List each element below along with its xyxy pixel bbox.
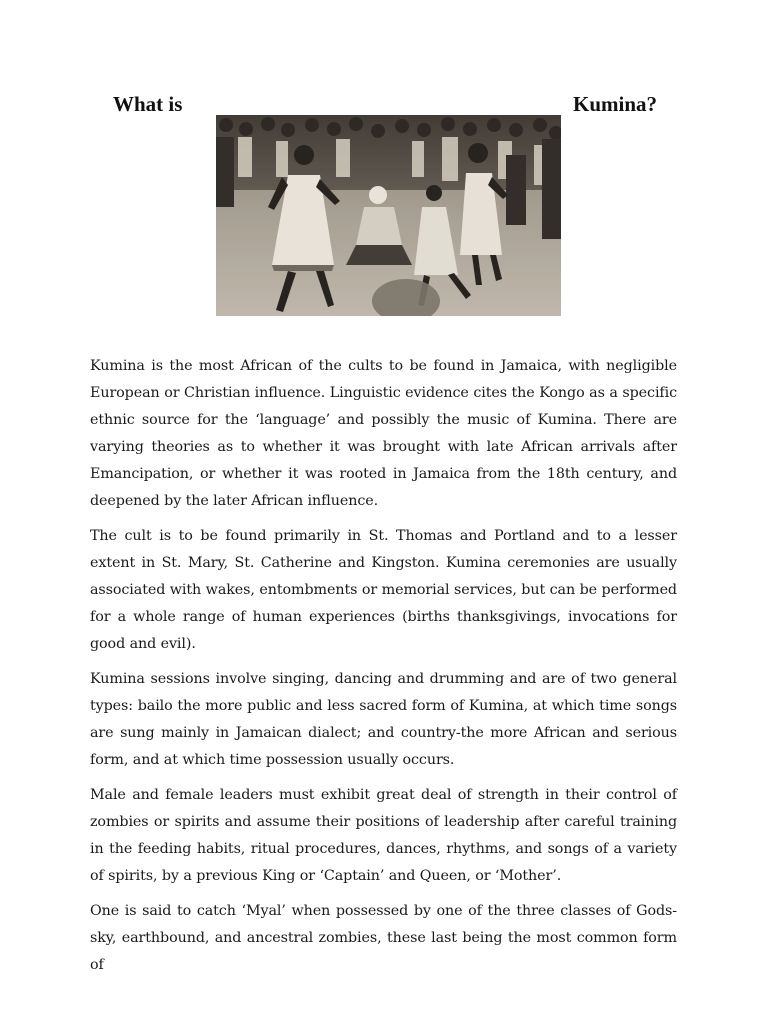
paragraph-intro: Kumina is the most African of the cults to be found in Jamaica, with negligible European or Christian influence. Linguistic evidence cites the Kongo as a specific ethnic source for the ‘language’ and possibly the music of Kumina. There are varying theories as to whether it was brought with late African arrivals after Emancipation, or whether it was rooted in Jamaica from the 18th century, and deepened by the later African influence.	[90, 358, 677, 509]
paragraph-sessions: Kumina sessions involve singing, dancing and drumming and are of two general types: bailo the more public and less sacred form of Kumina, at which time songs are sung mainly in Jamaican dialect; and country-the more African and serious form, and at which time possession usually occurs.	[90, 671, 677, 768]
page-title-part2: Kumina?	[573, 92, 658, 116]
paragraph-locations: The cult is to be found primarily in St. Thomas and Portland and to a lesser extent in St. Mary, St. Catherine and Kingston. Kumina ceremonies are usually associated with wakes, entombments or memorial services, but can be performed for a whole range of human experiences (births thanksgivings, invocations for good and evil).	[90, 528, 677, 652]
article-body	[90, 353, 677, 979]
paragraph-myal: One is said to catch ‘Myal’ when possessed by one of the three classes of Gods-sky, earthbound, and ancestral zombies, these last being the most common form of	[90, 903, 677, 973]
kumina-dance-photo	[216, 115, 561, 316]
paragraph-leaders: Male and female leaders must exhibit great deal of strength in their control of zombies or spirits and assume their positions of leadership after careful training in the feeding habits, ritual procedures, dances, rhythms, and songs of a variety of spirits, by a previous King or ‘Captain’ and Queen, or ‘Mother’.	[90, 787, 677, 884]
page-title-part1: What is	[113, 92, 183, 116]
